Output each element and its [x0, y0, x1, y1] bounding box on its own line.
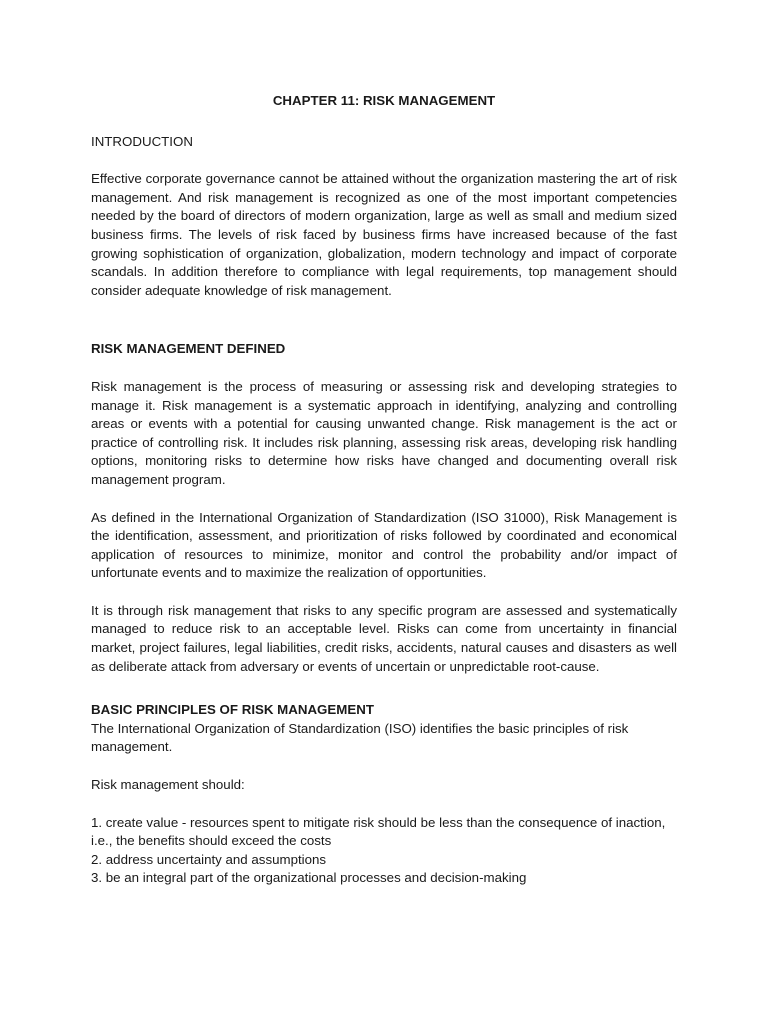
defined-heading: RISK MANAGEMENT DEFINED: [91, 341, 286, 357]
document-content: [91, 92, 677, 888]
defined-paragraph-2: As defined in the International Organization of Standardization (ISO 31000), Risk Management is the identification, assessment, and prioritization of risks followed by coordinated and economical application of resources to minimize, monitor and control the probability and/or impact of unfortunate events and to maximize the realization of opportunities.: [91, 509, 677, 581]
defined-paragraph-3: It is through risk management that risks to any specific program are assessed and systematically managed to reduce risk to an acceptable level. Risks can come from uncertainty in financial market, project failures, legal liabilities, credit risks, accidents, natural causes and disasters as well as deliberate attack from adversary or events of uncertain or unpredictable root-cause.: [91, 602, 677, 674]
list-item: 1. create value - resources spent to mitigate risk should be less than the consequence of inaction, i.e., the benefits should exceed the costs: [91, 814, 666, 849]
principles-intro: The International Organization of Standardization (ISO) identifies the basic principles of risk management.: [91, 720, 629, 755]
should-label: Risk management should:: [91, 777, 245, 793]
principles-list: [91, 814, 677, 888]
defined-paragraph-1: Risk management is the process of measuring or assessing risk and developing strategies to manage it. Risk management is a systematic approach in identifying, analyzing and controlling areas or events with a potential for causing unwanted change. Risk management is the act or practice of controlling risk. It includes risk planning, assessing risk areas, developing risk handling options, monitoring risks to determine how risks have changed and documenting overall risk management program.: [91, 378, 677, 487]
principles-heading: BASIC PRINCIPLES OF RISK MANAGEMENT: [91, 702, 374, 718]
intro-paragraph: Effective corporate governance cannot be attained without the organization mastering the art of risk management. And risk management is recognized as one of the most important competencies needed by the board of directors of modern organization, large as well as small and medium sized business firms. The levels of risk faced by business firms have increased because of the fast growing sophistication of organization, globalization, modern technology and impact of corporate scandals. In addition therefore to compliance with legal requirements, top management should consider adequate knowledge of risk management.: [91, 171, 677, 298]
list-item: 3. be an integral part of the organizational processes and decision-making: [91, 870, 527, 886]
list-item: 2. address uncertainty and assumptions: [91, 851, 327, 867]
intro-label: INTRODUCTION: [91, 133, 193, 149]
chapter-title: CHAPTER 11: RISK MANAGEMENT: [272, 93, 496, 108]
